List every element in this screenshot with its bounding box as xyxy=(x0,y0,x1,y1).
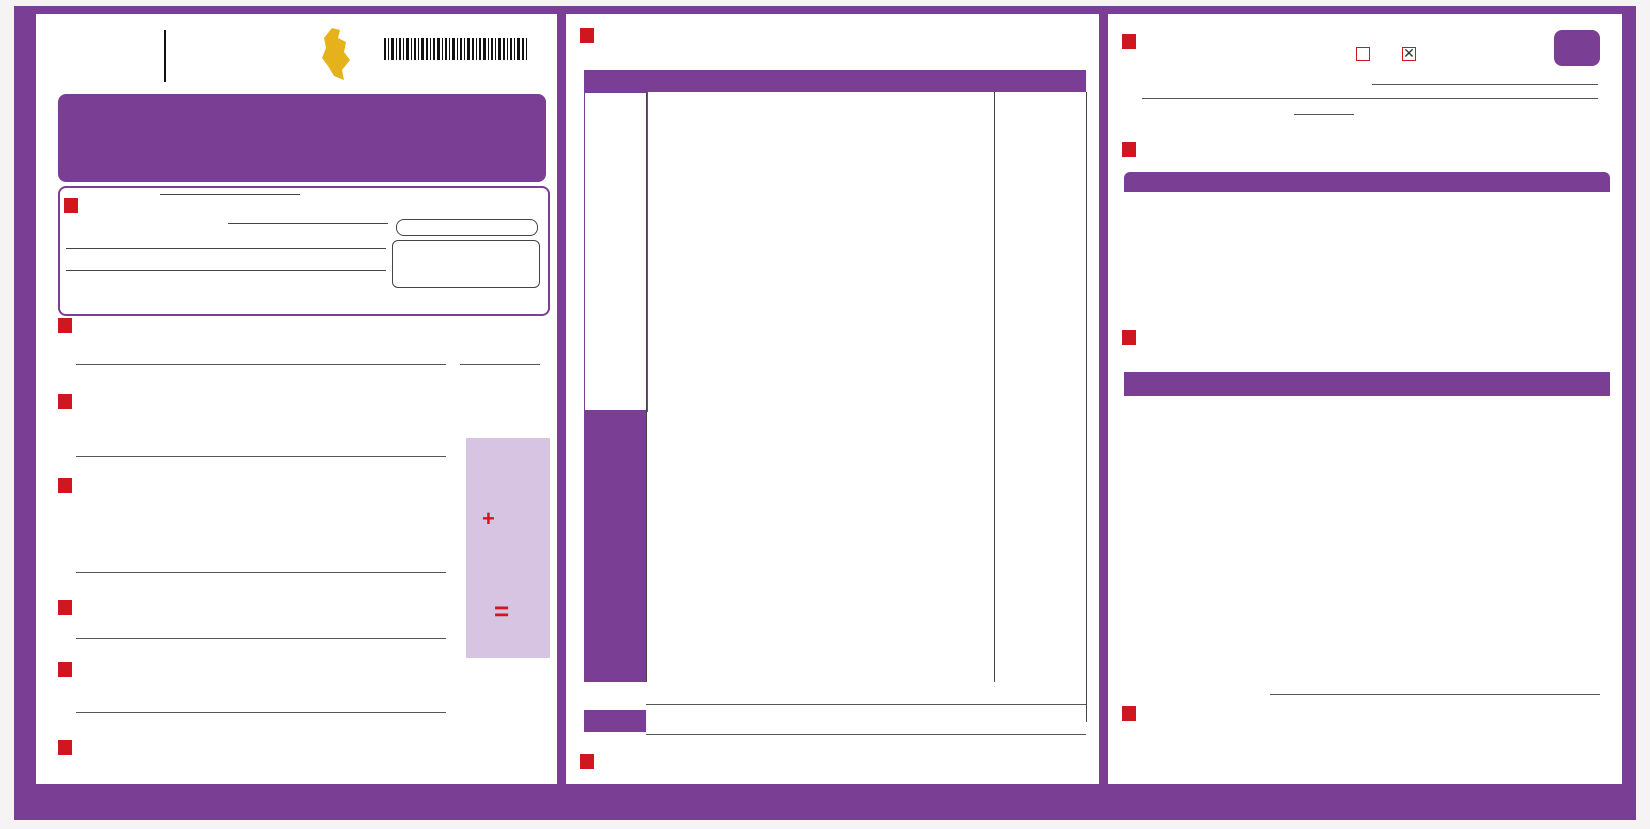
section-number xyxy=(58,662,72,677)
instalo-line2 xyxy=(66,248,386,249)
no-checkbox-checked[interactable]: ✕ xyxy=(1403,45,1415,61)
section-2 xyxy=(58,318,478,337)
underline xyxy=(76,456,446,457)
section-10 xyxy=(1122,34,1522,53)
section-number xyxy=(1122,142,1136,157)
underline xyxy=(1270,694,1600,695)
section-number xyxy=(580,28,594,43)
col-divider xyxy=(1086,92,1087,722)
mesa-table-header xyxy=(1124,172,1610,192)
section-number xyxy=(58,478,72,493)
nuevo-leon-map-icon xyxy=(318,26,354,82)
section-12 xyxy=(1122,330,1612,349)
section-7 xyxy=(58,740,478,759)
municipio-value xyxy=(160,194,300,195)
tipo-casilla-label xyxy=(396,219,538,236)
party-column xyxy=(584,92,648,412)
section-5 xyxy=(58,600,76,619)
col-divider xyxy=(646,92,647,682)
section-1-municipio xyxy=(64,198,82,216)
section-number xyxy=(64,198,78,213)
equals-sign: = xyxy=(494,596,510,626)
reps-table-header xyxy=(1124,372,1610,396)
section-number xyxy=(58,600,72,615)
underline xyxy=(76,364,446,365)
section-number xyxy=(580,754,594,769)
section-11 xyxy=(1122,142,1612,161)
section-6 xyxy=(58,662,478,681)
page-number-badge xyxy=(1554,30,1600,66)
coalition-column xyxy=(584,410,646,682)
section-9 xyxy=(580,754,1080,773)
instalo-line1 xyxy=(228,223,388,224)
section-number xyxy=(58,318,72,333)
section-3 xyxy=(58,394,478,413)
underline xyxy=(646,704,1086,705)
underline xyxy=(76,638,446,639)
underline xyxy=(76,572,446,573)
section-4 xyxy=(58,478,438,497)
instalo-line3 xyxy=(66,270,386,271)
section-number xyxy=(58,394,72,409)
underline xyxy=(460,364,540,365)
section-13 xyxy=(1122,706,1612,725)
underline xyxy=(646,734,1086,735)
underline xyxy=(76,712,446,713)
section-number xyxy=(1122,34,1136,49)
section-number xyxy=(58,740,72,755)
plus-sign: + xyxy=(482,506,495,531)
tipo-casilla-box xyxy=(392,240,540,288)
divider xyxy=(164,30,166,82)
si-checkbox[interactable] xyxy=(1356,47,1370,61)
section-number xyxy=(1122,330,1136,345)
total-label xyxy=(584,710,646,732)
underline xyxy=(1372,84,1598,85)
col-divider xyxy=(994,92,995,682)
results-table-header xyxy=(584,70,1086,92)
underline xyxy=(1142,98,1598,99)
right-panel xyxy=(1108,14,1622,784)
section-number xyxy=(1122,706,1136,721)
title-box xyxy=(58,94,546,182)
barcode-icon xyxy=(384,38,534,60)
section-8-header xyxy=(580,28,1080,47)
underline xyxy=(1294,114,1354,115)
